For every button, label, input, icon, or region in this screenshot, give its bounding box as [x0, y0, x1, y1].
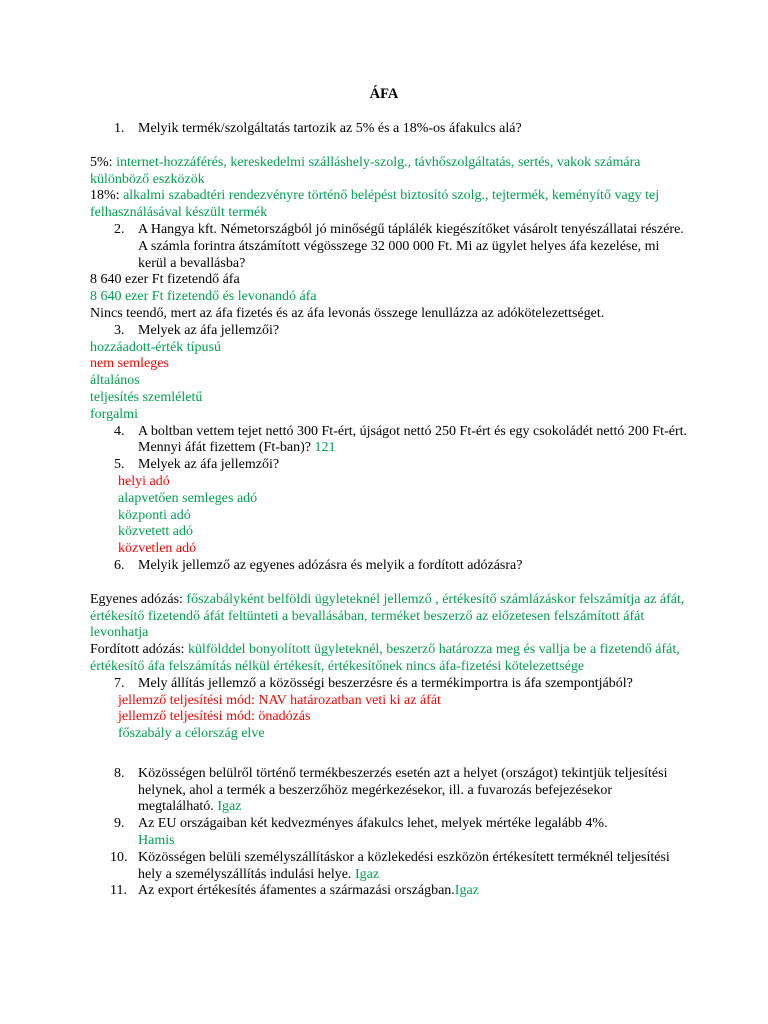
question-number: 11. [110, 883, 127, 899]
question-text: Melyik termék/szolgáltatás tartozik az 5% és a 18%-os áfakulcs alá? [138, 121, 522, 136]
question-11 [90, 883, 690, 900]
question-9 [90, 816, 690, 850]
answer-inline-correct: Hamis [138, 833, 175, 849]
question-number: 3. [114, 322, 125, 338]
answer-option-correct: általános [90, 373, 140, 389]
question-text: Közösségen belülről történő termékbeszerzés esetén azt a helyet (országot) tekintjük teljesítési helynek, ahol a termék a beszerzőhöz megérkezésekor, ill. a fuvarozás befejezésekor megtalálható. [138, 765, 668, 815]
question-number: 7. [114, 675, 125, 691]
answer-label: 5%: [90, 154, 117, 170]
question-6 [90, 558, 690, 575]
question-4 [90, 424, 690, 458]
question-text: Melyik jellemző az egyenes adózásra és melyik a fordított adózásra? [138, 557, 523, 573]
question-text: Az EU országaiban két kedvezményes áfakulcs lehet, melyek mértéke legalább 4%. [138, 816, 608, 832]
answer-inline-correct: 121 [314, 440, 336, 456]
answer-option-correct: teljesítés szemléletű [90, 389, 203, 405]
answer-option-correct: 8 640 ezer Ft fizetendő és levonandó áfa [90, 289, 317, 305]
answer-label: Egyenes adózás: [90, 591, 187, 607]
answer-inline-correct: Igaz [354, 866, 380, 882]
answer-note: Nincs teendő, mert az áfa fizetés és az áfa levonás összege lenullázza az adókötelezettséget. [90, 305, 605, 321]
answer-label: 18%: [90, 188, 124, 204]
question-text: A boltban vettem tejet nettó 300 Ft-ért, újságot nettó 250 Ft-ért és egy csokoládét nettó 200 Ft-ért. Mennyi áfát fizettem (Ft-ban)? [138, 423, 688, 456]
answer-text-correct: külfölddel bonyolított ügyleteknél, beszerző határozza meg és vallja be a fizetendő áfát, értékesítő áfa felszámítás nélkül értékesít, értékesítőnek nincs áfa-fizetési kötelezettsége [90, 642, 680, 674]
question-number: 4. [114, 423, 125, 439]
answer-option-correct: alapvetően semleges adó [118, 490, 258, 506]
question-number: 2. [114, 221, 125, 237]
answer-option-correct: hozzáadott-érték típusú [90, 339, 222, 355]
question-text: Közösségen belüli személyszállításkor a közlekedési eszközön értékesített terméknél teljesítési hely a személyszállítás indulási helye. [138, 849, 670, 882]
answer-18-percent [90, 188, 690, 222]
answer-text-correct: internet-hozzáférés, kereskedelmi szálláshely-szolg., távhőszolgáltatás, sertés, vakok számára különböző eszközök [90, 154, 641, 187]
answer-reverse-taxation [90, 642, 690, 676]
answer-5-percent [90, 155, 690, 189]
question-number: 1. [114, 121, 125, 136]
question-3 [90, 323, 690, 340]
answer-option-incorrect: jellemző teljesítési mód: NAV határozatban veti ki az áfát [118, 692, 441, 708]
answer-text-correct: főszabályként belföldi ügyleteknél jellemző , értékesítő számlázáskor felszámítja az áfát, értékesítő fizetendő áfát feltünteti a bevallásában, terméket beszerző az előzetesen felszámított áfát levonhatja [90, 591, 685, 641]
answer-option: 8 640 ezer Ft fizetendő áfa [90, 272, 240, 288]
answer-option-incorrect: helyi adó [118, 473, 170, 489]
answer-inline-correct: Igaz [217, 799, 242, 815]
question-7 [90, 676, 690, 693]
answer-option-correct: központi adó [118, 507, 191, 523]
answer-label: Fordított adózás: [90, 642, 188, 658]
question-number: 10. [110, 849, 128, 865]
question-text: A Hangya kft. Németországból jó minőségű táplálék kiegészítőket vásárolt tenyészállatai részére. A számla forintra átszámított végösszege 32 000 000 Ft. Mi az ügylet helyes áfa kezelése, mi kerül a bevallásba? [138, 221, 684, 271]
document-body [90, 121, 690, 900]
question-text: Mely állítás jellemző a közösségi beszerzésre és a termékimportra is áfa szempontjából? [138, 675, 633, 691]
answer-option-correct: közvetett adó [118, 524, 194, 540]
question-text: Az export értékesítés áfamentes a származási országban. [138, 883, 455, 899]
question-number: 5. [114, 457, 125, 473]
answer-inline-correct: Igaz [454, 883, 479, 899]
question-1 [90, 121, 690, 138]
question-text: Melyek az áfa jellemzői? [138, 457, 280, 473]
answer-option-incorrect: nem semleges [90, 356, 169, 372]
question-10 [90, 850, 690, 884]
answer-option-incorrect: közvetlen adó [118, 541, 197, 557]
answer-option-correct: forgalmi [90, 406, 138, 422]
answer-direct-taxation [90, 592, 690, 642]
question-8 [90, 766, 690, 816]
question-5 [90, 457, 690, 474]
question-2 [90, 222, 690, 272]
answer-text-correct: alkalmi szabadtéri rendezvényre történő belépést biztosító szolg., tejtermék, keményítő vagy tej felhasználásával készült termék [90, 188, 660, 221]
answer-option-correct: főszabály a célország elve [118, 726, 265, 742]
page-title: ÁFA [369, 86, 399, 102]
question-number: 9. [114, 816, 125, 832]
question-number: 6. [114, 557, 125, 573]
question-text: Melyek az áfa jellemzői? [138, 322, 280, 338]
answer-option-incorrect: jellemző teljesítési mód: önadózás [118, 709, 311, 725]
question-number: 8. [114, 765, 125, 781]
